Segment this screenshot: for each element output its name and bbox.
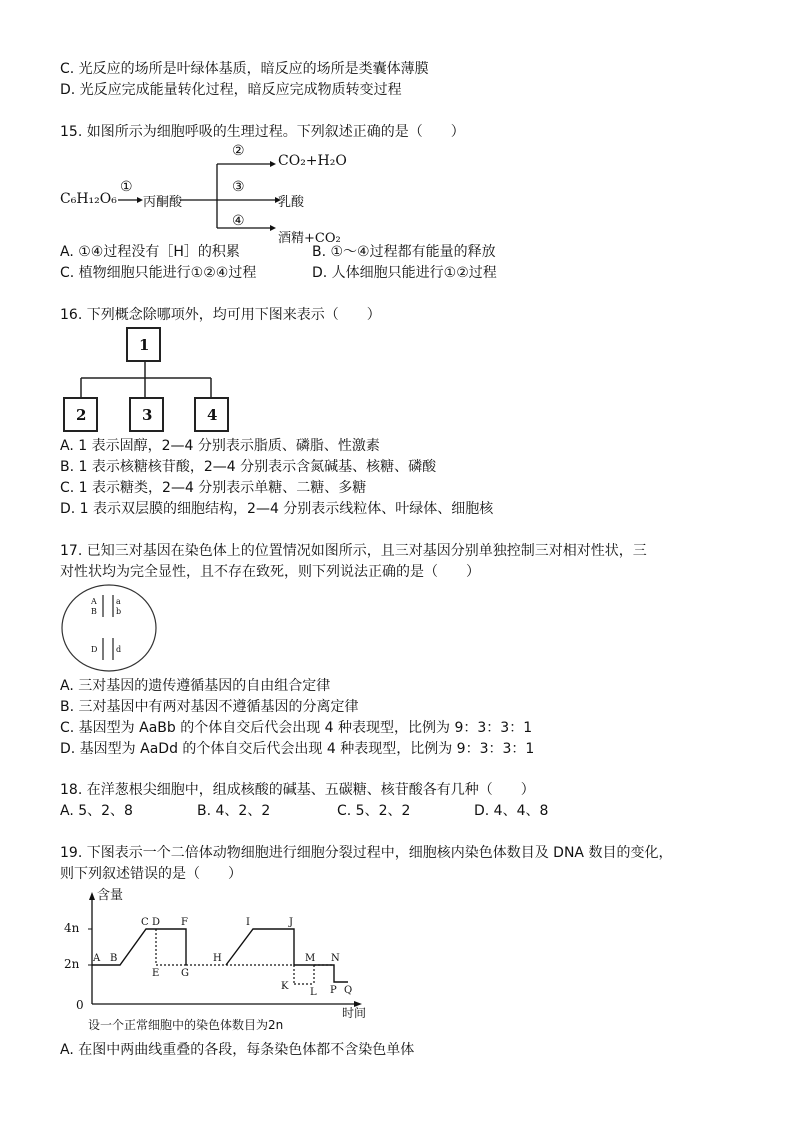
- box-4-label: 4: [207, 406, 218, 424]
- gene-a: a: [116, 597, 121, 606]
- q15-option-a: A. ①④过程没有［H］的积累: [60, 244, 240, 260]
- point-L: L: [310, 987, 317, 998]
- gene-A: A: [91, 597, 97, 606]
- point-G: G: [181, 968, 189, 979]
- product-lactic-acid: 乳酸: [278, 195, 305, 210]
- tick-0: 0: [76, 998, 84, 1012]
- q19-stem-line2: 则下列叙述错误的是（ ）: [60, 866, 242, 882]
- q18-option-c: C. 5、2、2: [337, 803, 411, 819]
- graph-caption: 设一个正常细胞中的染色体数目为2n: [88, 1018, 284, 1032]
- q17-stem-line2: 对性状均为完全显性，且不存在致死，则下列说法正确的是（ ）: [60, 564, 480, 580]
- q17-chromosome-diagram: [60, 583, 160, 673]
- q14-option-c: C. 光反应的场所是叶绿体基质，暗反应的场所是类囊体薄膜: [60, 61, 429, 77]
- q16-concept-tree: [60, 326, 240, 432]
- product-alcohol-co2: 酒精+CO₂: [278, 231, 341, 246]
- gene-b: b: [116, 607, 122, 616]
- point-C: C: [141, 917, 149, 928]
- tick-2n: 2n: [64, 957, 80, 971]
- box-2-label: 2: [76, 406, 87, 424]
- step-4-label: ④: [232, 213, 245, 229]
- q17-stem-line1: 17. 已知三对基因在染色体上的位置情况如图所示，且三对基因分别单独控制三对相对性状，三: [60, 543, 647, 559]
- point-B: B: [110, 953, 118, 964]
- q18-stem: 18. 在洋葱根尖细胞中，组成核酸的碱基、五碳糖、核苷酸各有几种（ ）: [60, 782, 535, 798]
- point-P: P: [330, 985, 337, 996]
- q16-option-c: C. 1 表示糖类，2—4 分别表示单糖、二糖、多糖: [60, 480, 367, 496]
- q15-stem: 15. 如图所示为细胞呼吸的生理过程。下列叙述正确的是（ ）: [60, 124, 465, 140]
- step-1-label: ①: [120, 179, 133, 195]
- q17-option-a: A. 三对基因的遗传遵循基因的自由组合定律: [60, 678, 331, 694]
- pyruvate-label: 丙酮酸: [143, 195, 183, 210]
- point-K: K: [281, 981, 289, 992]
- q15-respiration-diagram: [60, 143, 360, 246]
- product-co2-h2o: CO₂+H₂O: [278, 153, 347, 169]
- q19-stem-line1: 19. 下图表示一个二倍体动物细胞进行细胞分裂过程中，细胞核内染色体数目及 DNA 数目的变化，: [60, 845, 673, 861]
- box-1-label: 1: [139, 336, 150, 354]
- gene-D: D: [91, 645, 98, 654]
- point-Q: Q: [344, 985, 353, 996]
- point-M: M: [305, 953, 316, 964]
- point-N: N: [331, 953, 340, 964]
- box-3-label: 3: [142, 406, 153, 424]
- step-3-label: ③: [232, 179, 245, 195]
- q17-option-d: D. 基因型为 AaDd 的个体自交后代会出现 4 种表现型，比例为 9：3：3：1: [60, 741, 535, 757]
- q19-option-a: A. 在图中两曲线重叠的各段，每条染色体都不含染色单体: [60, 1042, 415, 1058]
- point-J: J: [289, 917, 294, 928]
- q15-option-d: D. 人体细胞只能进行①②过程: [312, 265, 497, 281]
- gene-B: B: [91, 607, 97, 616]
- q17-option-b: B. 三对基因中有两对基因不遵循基因的分离定律: [60, 699, 359, 715]
- graph-xlabel: 时间: [342, 1006, 367, 1020]
- q16-option-a: A. 1 表示固醇，2—4 分别表示脂质、磷脂、性激素: [60, 438, 380, 454]
- point-H: H: [213, 953, 222, 964]
- glucose-label: C₆H₁₂O₆: [60, 191, 117, 207]
- q18-option-b: B. 4、2、2: [197, 803, 271, 819]
- q17-option-c: C. 基因型为 AaBb 的个体自交后代会出现 4 种表现型，比例为 9：3：3：1: [60, 720, 533, 736]
- point-E: E: [152, 968, 160, 979]
- q16-option-d: D. 1 表示双层膜的细胞结构，2—4 分别表示线粒体、叶绿体、细胞核: [60, 501, 494, 517]
- q19-chromosome-dna-graph: [60, 884, 380, 1034]
- gene-d: d: [116, 645, 122, 654]
- graph-ylabel: 含量: [97, 888, 124, 903]
- step-2-label: ②: [232, 143, 245, 159]
- q15-option-b: B. ①～④过程都有能量的释放: [312, 244, 496, 260]
- tick-4n: 4n: [64, 921, 80, 935]
- point-F: F: [181, 917, 188, 928]
- q15-option-c: C. 植物细胞只能进行①②④过程: [60, 265, 257, 281]
- q14-option-d: D. 光反应完成能量转化过程，暗反应完成物质转变过程: [60, 82, 402, 98]
- point-D: D: [152, 917, 161, 928]
- point-I: I: [246, 917, 250, 928]
- q18-option-d: D. 4、4、8: [474, 803, 549, 819]
- q16-stem: 16. 下列概念除哪项外，均可用下图来表示（ ）: [60, 307, 381, 323]
- q18-option-a: A. 5、2、8: [60, 803, 133, 819]
- q16-option-b: B. 1 表示核糖核苷酸，2—4 分别表示含氮碱基、核糖、磷酸: [60, 459, 437, 475]
- point-A: A: [93, 953, 101, 964]
